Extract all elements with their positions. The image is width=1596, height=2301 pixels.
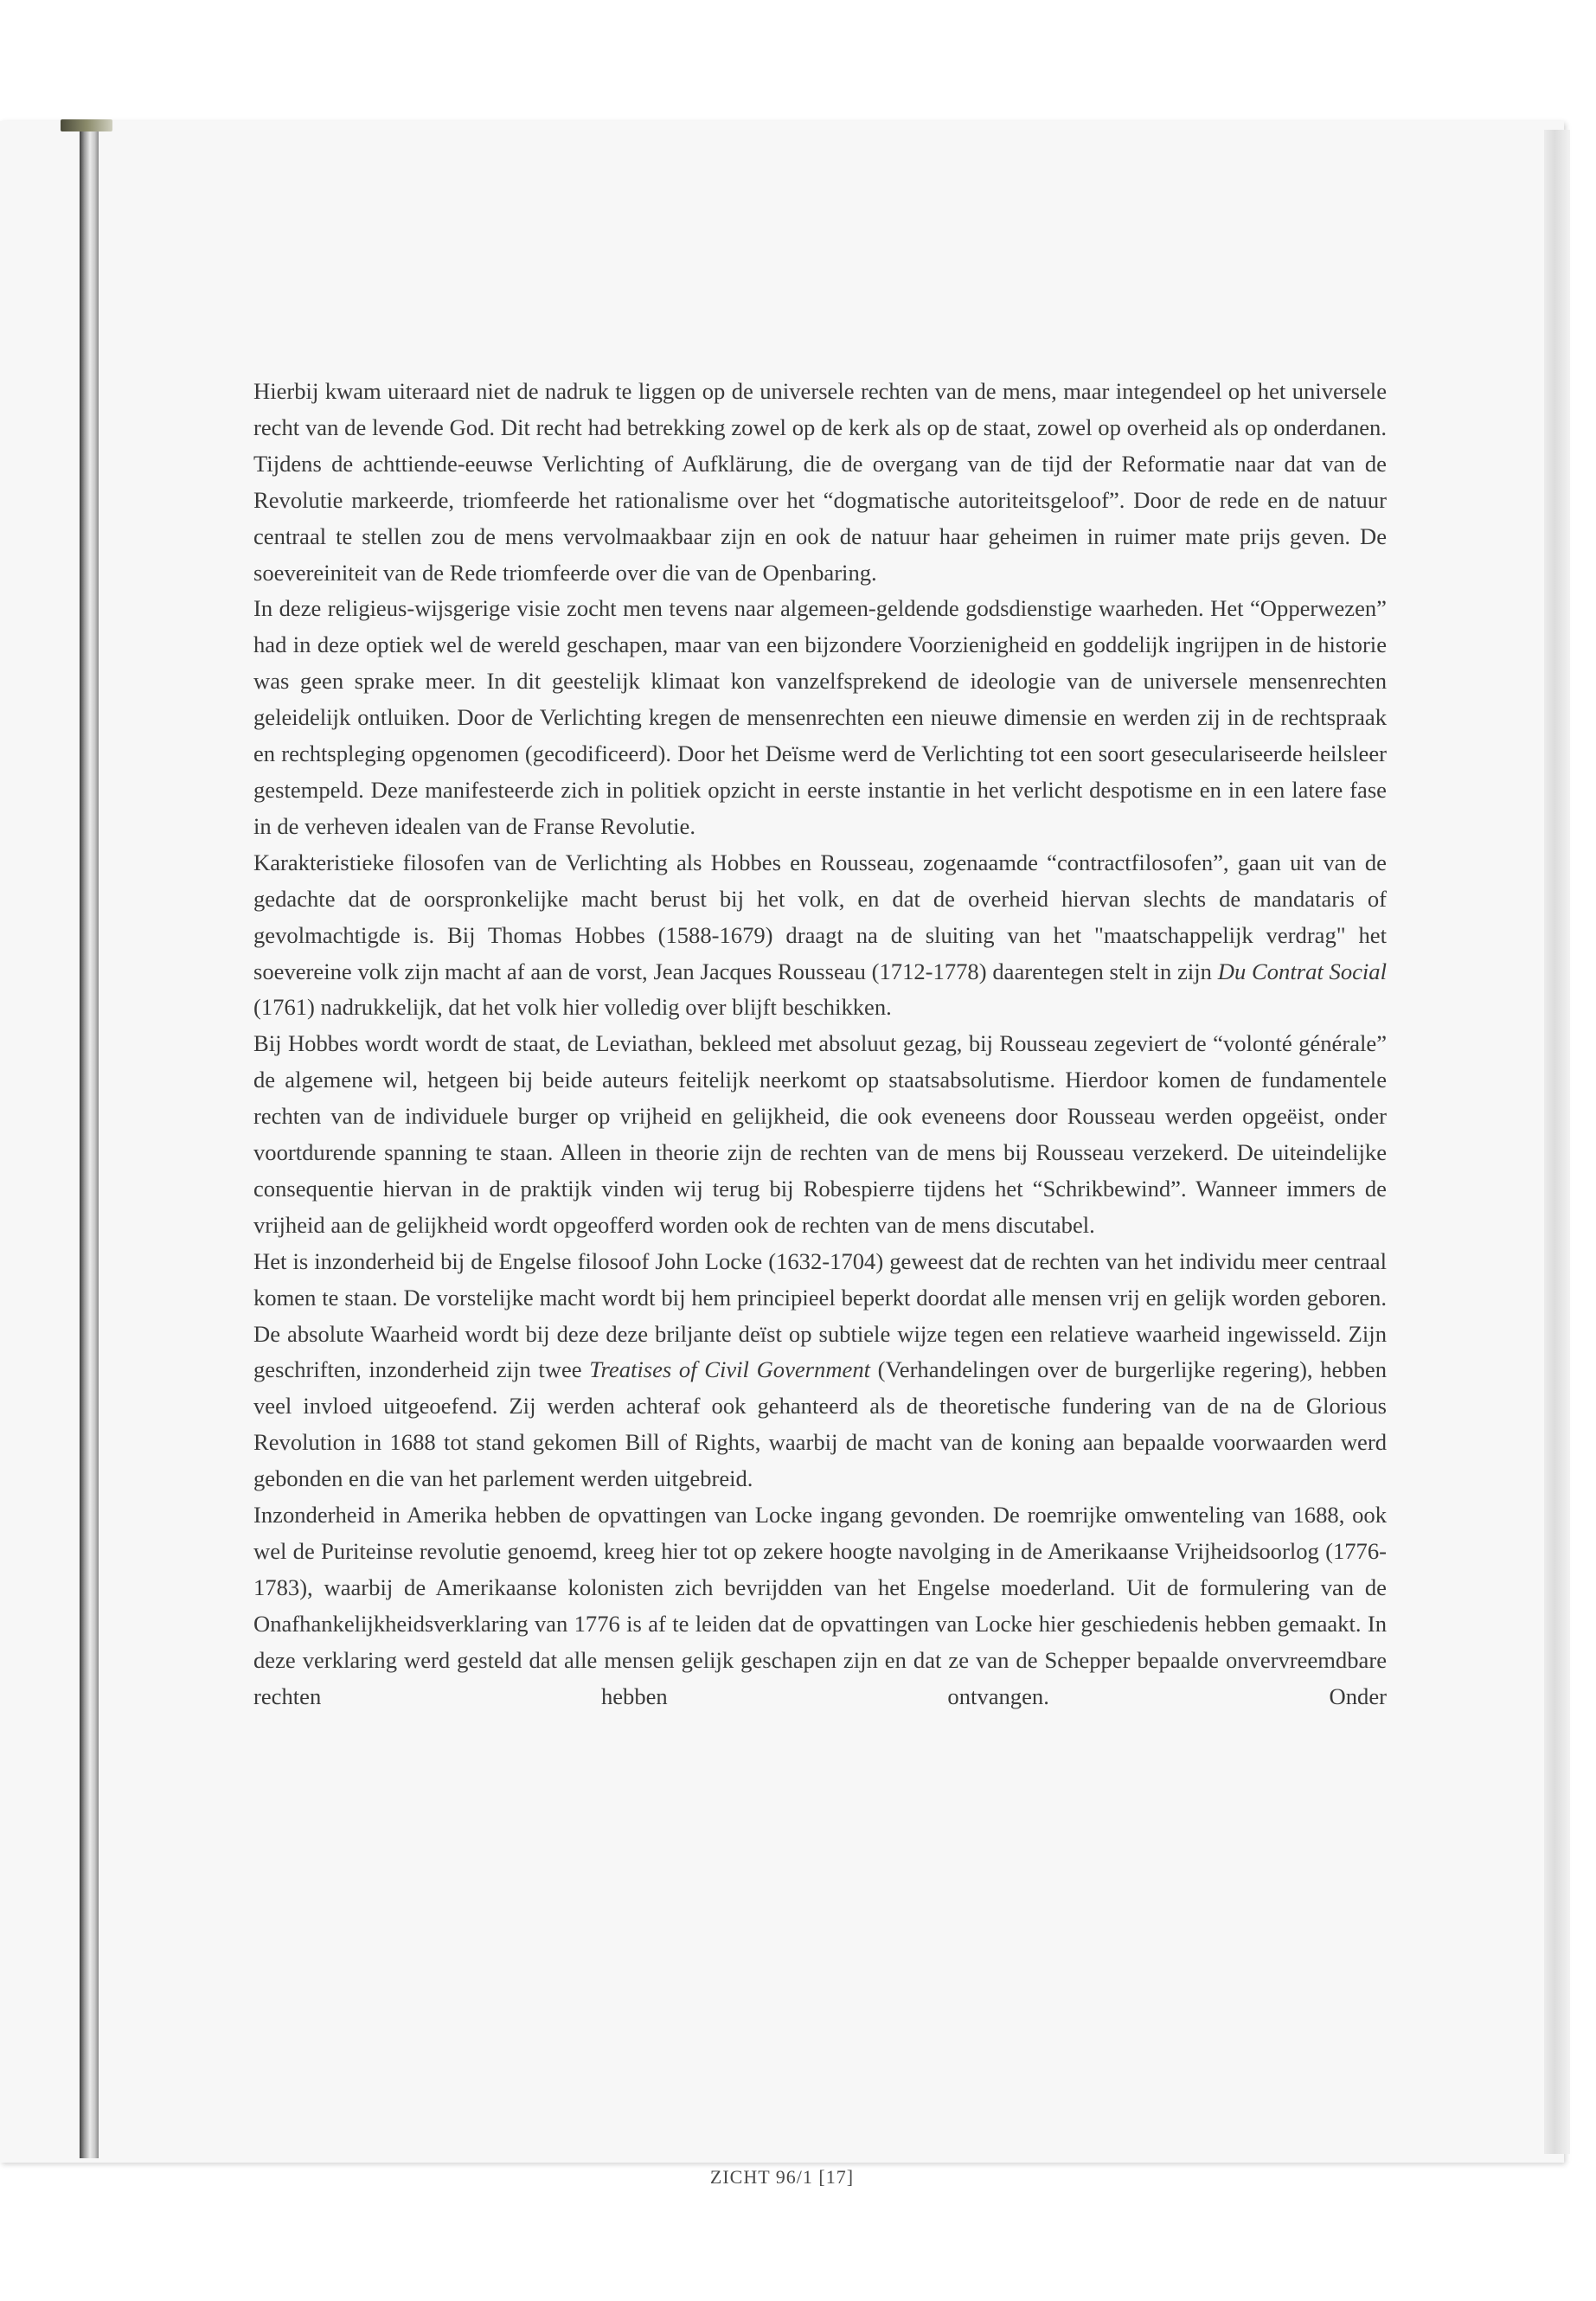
paragraph-3-text-b: (1761) nadrukkelijk, dat het volk hier volledig over blijft beschikken. (253, 994, 892, 1021)
book-page (0, 121, 1564, 2188)
paragraph-2: In deze religieus-wijsgerige visie zocht men tevens naar algemeen-geldende godsdienstige waarheden. Het “Opperwezen” had in deze optiek wel de wereld geschapen, maar van een bijzondere Voorzienigheid en goddelijk ingrijpen in de historie was geen sprake meer. In dit geestelijk klimaat kon vanzelfsprekend de ideologie van de universele mensenrechten geleidelijk ontluiken. Door de Verlichting kregen de mensenrechten een nieuwe dimensie en werden zij in de rechtspraak en rechtspleging opgenomen (gecodificeerd). Door het Deïsme werd de Verlichting tot een soort geseculariseerde heilsleer gestempeld. Deze manifesteerde zich in politiek opzicht in eerste instantie in het verlicht despotisme en in een latere fase in de verheven idealen van de Franse Revolutie. (253, 595, 1387, 839)
paragraph-5-text-a: Het is inzonderheid bij de Engelse filosoof John Locke (1632-1704) geweest dat de rechten van het individu meer centraal komen te staan. De vorstelijke macht wordt bij hem principieel beperkt doordat alle mensen vrij en gelijk worden geboren. De absolute Waarheid wordt bij deze deze briljante deïst op subtiele wijze tegen een relatieve waarheid ingewisseld. Zijn geschriften, inzonderheid zijn twee (253, 1247, 1387, 1383)
paragraph-1: Hierbij kwam uiteraard niet de nadruk te liggen op de universele rechten van de mens, maar integendeel op het universele recht van de levende God. Dit recht had betrekking zowel op de kerk als op de staat, zowel op overheid als op onderdanen. Tijdens de achttiende-eeuwse Verlichting of Aufklärung, die de overgang van de tijd der Reformatie naar dat van de Revolutie markeerde, triomfeerde het rationalisme over het “dogmatische autoriteitsgeloof”. Door de rede en de natuur centraal te stellen zou de mens vervolmaakbaar zijn en ook de natuur haar geheimen in ruimer mate prijs geven. De soevereiniteit van de Rede triomfeerde over die van de Openbaring. (253, 378, 1387, 586)
page-footer: ZICHT 96/1 [17] (709, 2166, 855, 2188)
paragraph-5-text-b: (Verhandelingen over de burgerlijke regering), hebben veel invloed uitgeoefend. Zij werden achteraf ook gehanteerd als de theoretische fundering van de na de Glorious Revolution in 1688 tot stand gekomen Bill of Rights, waarbij de macht van de koning aan bepaalde voorwaarden werd gebonden en die van het parlement werden uitgebreid. (253, 1356, 1387, 1492)
paragraph-3 (253, 845, 1387, 1027)
book-title-du-contrat-social: Du Contrat Social (1217, 958, 1387, 984)
page-edge (1544, 130, 1570, 2154)
paragraph-6: Inzonderheid in Amerika hebben de opvattingen van Locke ingang gevonden. De roemrijke omwenteling van 1688, ook wel de Puriteinse revolutie genoemd, kreeg hier tot op zekere hoogte navolging in de Amerikaanse Vrijheidsoorlog (1776-1783), waarbij de Amerikaanse kolonisten zich bevrijdden van het Engelse moederland. Uit de formulering van de Onafhankelijkheidsverklaring van 1776 is af te leiden dat de opvattingen van Locke hier geschiedenis hebben gemaakt. In deze verklaring werd gesteld dat alle mensen gelijk geschapen zijn en dat ze van de Schepper bepaalde onvervreemdbare rechten hebben ontvangen. Onder (253, 1502, 1387, 1709)
article-body (253, 374, 1387, 1715)
paragraph-4: Bij Hobbes wordt wordt de staat, de Leviathan, bekleed met absoluut gezag, bij Rousseau zegeviert de “volonté générale” de algemene wil, hetgeen bij beide auteurs feitelijk neerkomt op staatsabsolutisme. Hierdoor komen de fundamentele rechten van de individuele burger op vrijheid en gelijkheid, die ook eveneens door Rousseau werden opgeëist, onder voortdurende spanning te staan. Alleen in theorie zijn de rechten van de mens bij Rousseau verzekerd. De uiteindelijke consequentie hiervan in de praktijk vinden wij terug bij Robespierre tijdens het “Schrikbewind”. Wanneer immers de vrijheid aan de gelijkheid wordt opgeofferd worden ook de rechten van de mens discutabel. (253, 1030, 1387, 1238)
book-spine (80, 125, 99, 2158)
binding-stitch (61, 119, 112, 131)
paragraph-3-text-a: Karakteristieke filosofen van de Verlichting als Hobbes en Rousseau, zogenaamde “contractfilosofen”, gaan uit van de gedachte dat de oorspronkelijke macht berust bij het volk, en dat de overheid hiervan slechts de mandataris of gevolmachtigde is. Bij Thomas Hobbes (1588-1679) draagt na de sluiting van het "maatschappelijk verdrag" het soevereine volk zijn macht af aan de vorst, Jean Jacques Rousseau (1712-1778) daarentegen stelt in zijn (253, 849, 1387, 984)
paragraph-5 (253, 1244, 1387, 1497)
book-title-treatises: Treatises of Civil Government (589, 1356, 871, 1383)
